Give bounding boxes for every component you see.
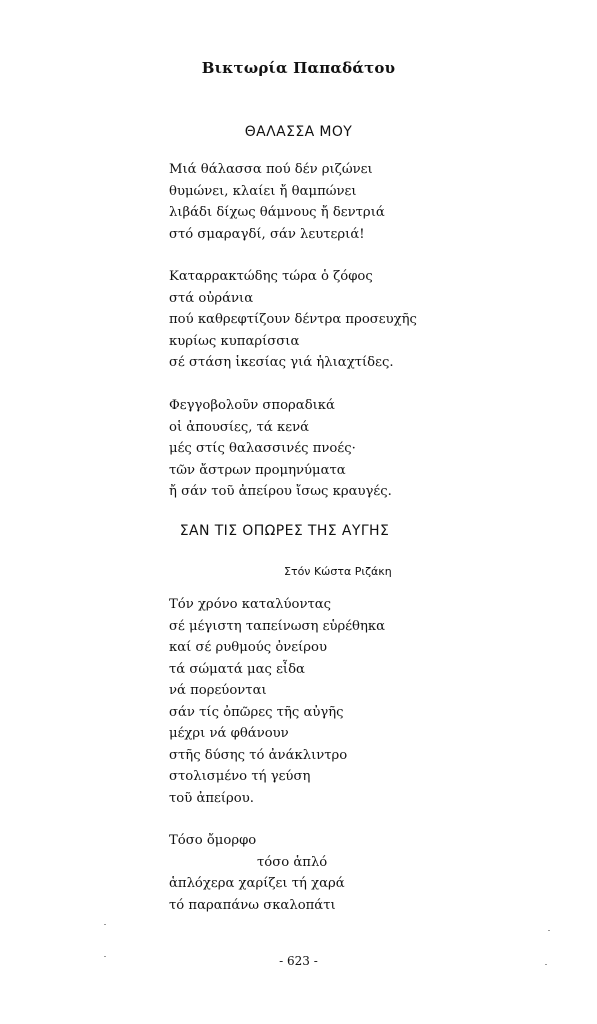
verse-line: καί σέ ρυθμούς ὀνείρου [169,640,328,655]
poem-dedication: Στόν Κώστα Ριζάκη [284,565,392,578]
poem-2-stanza-1 [169,594,385,809]
verse-line: Τόσο ὄμορφο [169,833,257,848]
verse-line: σέ στάση ἱκεσίας γιά ἡλιαχτίδες. [169,355,394,370]
verse-line: τό παραπάνω σκαλοπάτι [169,897,336,913]
verse-line: τοῦ ἀπείρου. [169,790,254,806]
verse-line: Φεγγοβολοῦν σποραδικά [169,398,335,413]
verse-line: λιβάδι δίχως θάμνους ἤ δεντριά [169,205,385,220]
verse-line: Καταρρακτώδης τώρα ὁ ζόφος [169,269,373,284]
verse-line: νά πορεύονται [169,683,267,698]
verse-line: Τόν χρόνο καταλύοντας [169,597,332,612]
page-number: - 623 - [279,954,318,968]
verse-line: ἤ σάν τοῦ ἀπείρου ἴσως κραυγές. [169,484,392,499]
verse-line: σάν τίς ὀπῶρες τῆς αὐγῆς [169,704,344,720]
poem-title-thalassa-mou: ΘΑΛΑΣΣΑ ΜΟΥ [244,124,353,140]
verse-line: τῶν ἄστρων προμηνύματα [169,462,346,478]
poem-1-stanza-3 [169,395,392,503]
poem-1-stanza-2 [169,266,417,374]
verse-line: θυμώνει, κλαίει ἤ θαμπώνει [169,183,357,199]
verse-line: κυρίως κυπαρίσσια [169,333,300,349]
scan-speck [548,930,550,931]
verse-line: οἱ ἀπουσίες, τά κενά [169,419,309,435]
verse-line-indented: τόσο ἁπλό [257,854,328,870]
author-name: Βικτωρία Παπαδάτου [201,59,396,77]
verse-line: στό σμαραγδί, σάν λευτεριά! [169,226,365,242]
poem-title-san-tis-opores: ΣΑΝ ΤΙΣ ΟΠΩΡΕΣ ΤΗΣ ΑΥΓΗΣ [179,523,390,539]
verse-line: πού καθρεφτίζουν δέντρα προσευχῆς [169,312,417,327]
poem-1-stanza-1 [169,159,385,245]
verse-line: μές στίς θαλασσινές πνοές· [169,441,356,456]
verse-line: τά σώματά μας εἶδα [169,661,305,677]
verse-line: σέ μέγιστη ταπείνωση εὑρέθηκα [169,618,386,634]
verse-line: στά οὐράνια [169,290,254,306]
poem-2-stanza-2 [169,830,345,916]
verse-line: στολισμένο τή γεύση [169,769,311,784]
verse-line: ἁπλόχερα χαρίζει τή χαρά [169,876,345,891]
verse-line: Μιά θάλασσα πού δέν ριζώνει [169,162,373,177]
verse-line: στῆς δύσης τό ἀνάκλιντρο [169,747,348,763]
scan-speck [104,924,106,925]
verse-line: μέχρι νά φθάνουν [169,726,289,741]
